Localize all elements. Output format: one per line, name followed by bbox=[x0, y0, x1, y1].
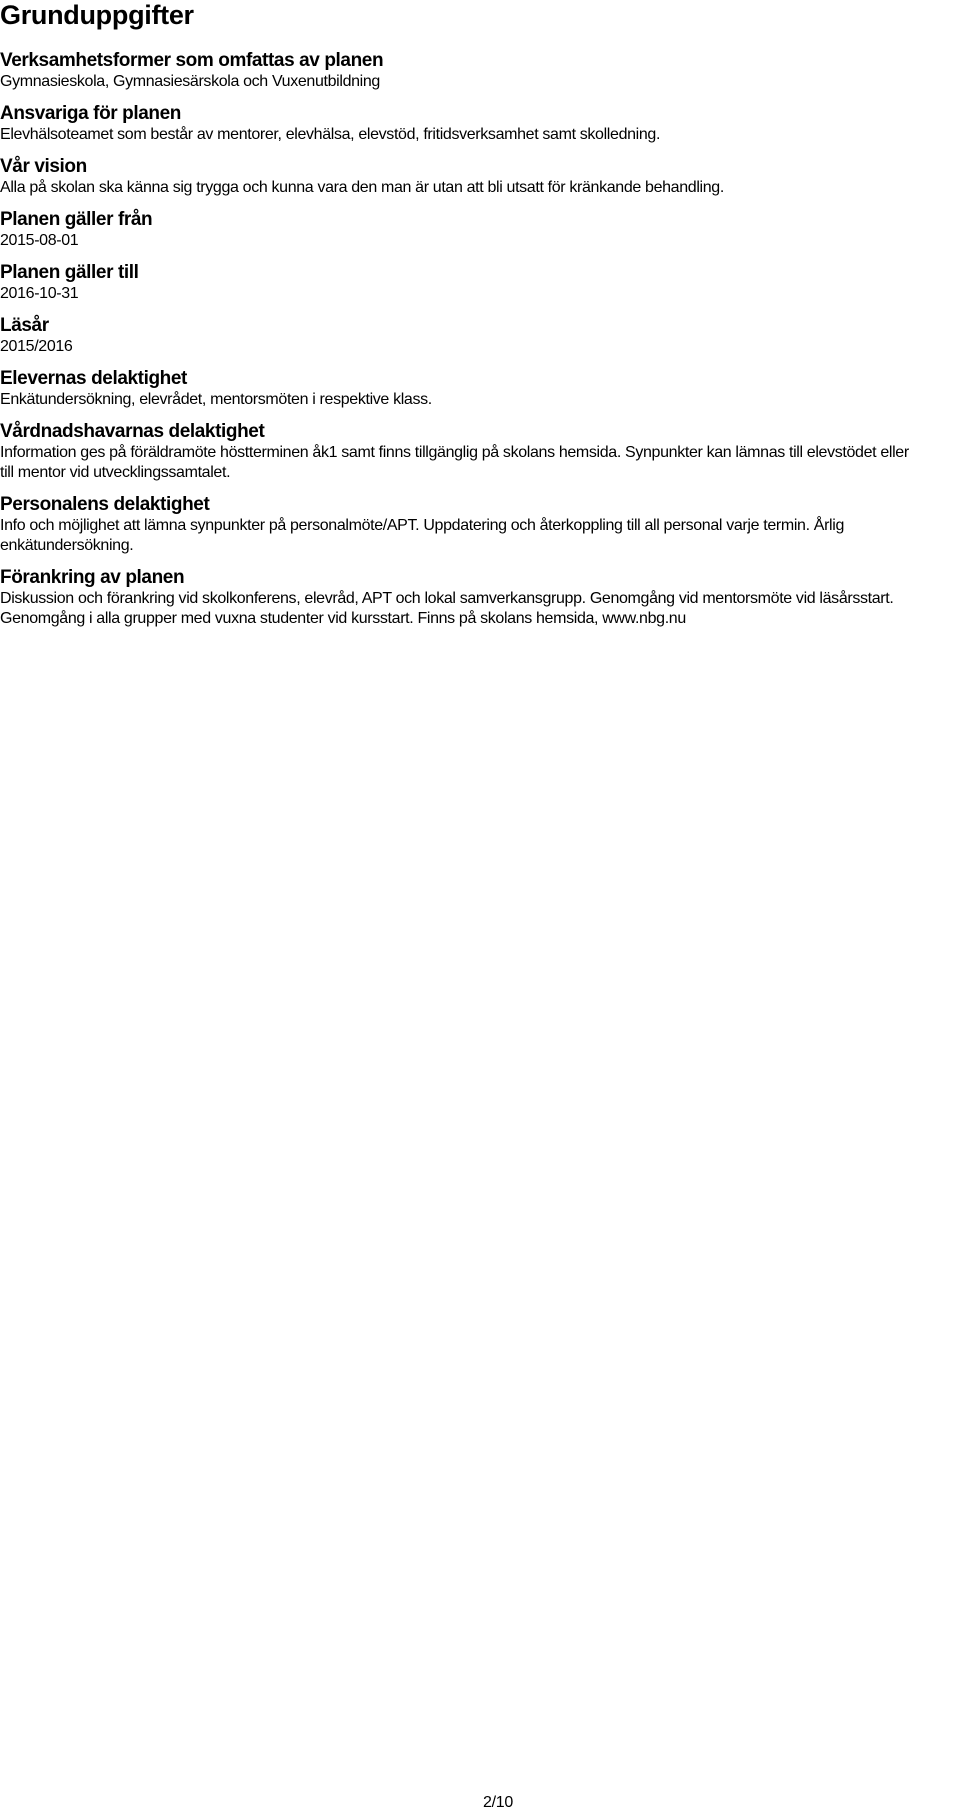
section-body: Gymnasieskola, Gymnasiesärskola och Vuxenutbildning bbox=[0, 73, 380, 90]
section-body: Elevhälsoteamet som består av mentorer, elevhälsa, elevstöd, fritidsverksamhet samt skolledning. bbox=[0, 126, 661, 143]
section-body: Diskussion och förankring vid skolkonferens, elevråd, APT och lokal samverkansgrupp. Genomgång vid mentorsmöte vid läsårsstart. Genomgång i alla grupper med vuxna studenter vid kursstart. Finns på skolans hemsida, www.nbg.nu bbox=[0, 590, 894, 627]
section-vision bbox=[0, 156, 925, 198]
section-body: Enkätundersökning, elevrådet, mentorsmöten i respektive klass. bbox=[0, 391, 432, 408]
section-heading: Verksamhetsformer som omfattas av planen bbox=[0, 50, 384, 71]
section-body: Information ges på föräldramöte höstterminen åk1 samt finns tillgänglig på skolans hemsida. Synpunkter kan lämnas till elevstödet eller till mentor vid utvecklingssamtalet. bbox=[0, 444, 909, 481]
section-body: 2016-10-31 bbox=[0, 285, 79, 302]
section-school-year bbox=[0, 315, 925, 357]
section-guardian-participation bbox=[0, 421, 925, 483]
section-body: 2015-08-01 bbox=[0, 232, 79, 249]
section-heading: Läsår bbox=[0, 315, 49, 336]
section-anchoring bbox=[0, 567, 925, 629]
section-heading: Ansvariga för planen bbox=[0, 103, 181, 124]
section-heading: Förankring av planen bbox=[0, 567, 185, 588]
section-body: 2015/2016 bbox=[0, 338, 73, 355]
section-heading: Planen gäller till bbox=[0, 262, 139, 283]
document-content bbox=[0, 50, 925, 640]
section-valid-from bbox=[0, 209, 925, 251]
section-student-participation bbox=[0, 368, 925, 410]
section-heading: Personalens delaktighet bbox=[0, 494, 210, 515]
section-valid-to bbox=[0, 262, 925, 304]
section-body: Alla på skolan ska känna sig trygga och kunna vara den man är utan att bli utsatt för kränkande behandling. bbox=[0, 179, 724, 196]
section-heading: Vårdnadshavarnas delaktighet bbox=[0, 421, 265, 442]
section-verksamhetsformer bbox=[0, 50, 925, 92]
section-staff-participation bbox=[0, 494, 925, 556]
section-heading: Vår vision bbox=[0, 156, 87, 177]
section-ansvariga bbox=[0, 103, 925, 145]
section-heading: Planen gäller från bbox=[0, 209, 153, 230]
section-heading: Elevernas delaktighet bbox=[0, 368, 187, 389]
page-title: Grunduppgifter bbox=[0, 0, 194, 30]
page-number: 2/10 bbox=[483, 1794, 513, 1811]
section-body: Info och möjlighet att lämna synpunkter på personalmöte/APT. Uppdatering och återkoppling till all personal varje termin. Årlig enkätundersökning. bbox=[0, 517, 845, 554]
